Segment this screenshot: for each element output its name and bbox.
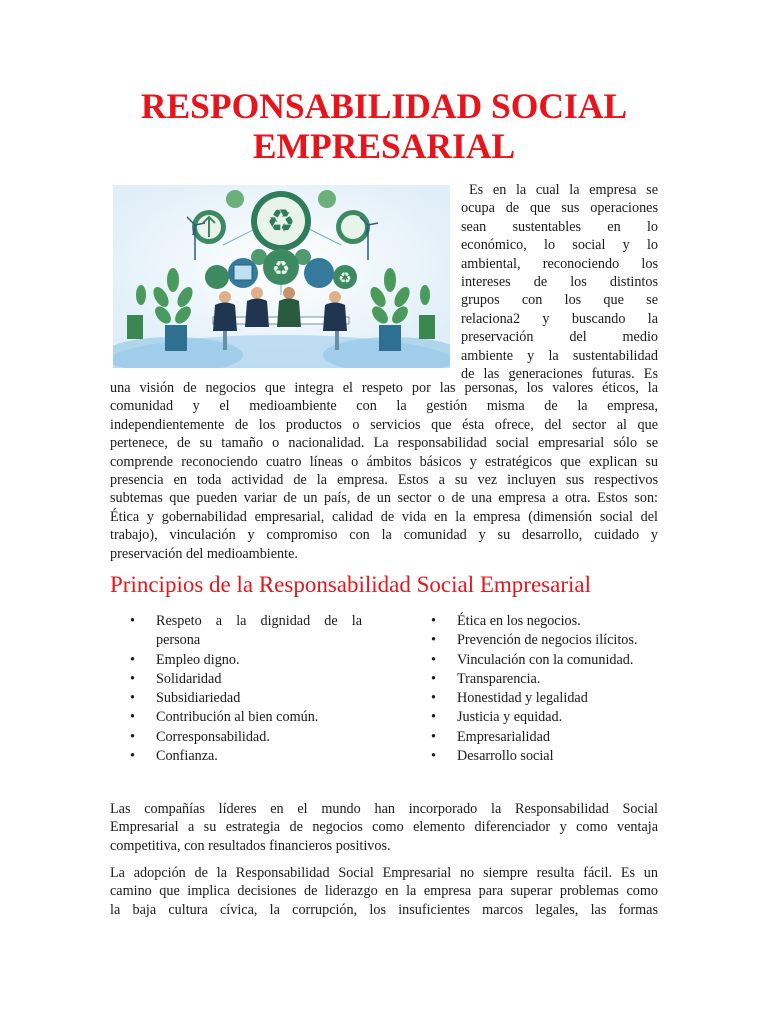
intro-line: grupos con los que se [461, 292, 658, 309]
list-item: • Solidaridad [130, 670, 362, 689]
intro-line: ambiente y la sustentabilidad [461, 347, 658, 364]
intro-line: comprende reconociendo cuatro líneas o ámbitos básicos y estratégicos que explican su [110, 453, 658, 470]
list-item: • Subsidiariedad [130, 689, 362, 708]
intro-line: pertenece, de su tamaño o nacionalidad. La responsabilidad social empresarial sólo se [110, 435, 658, 452]
csr-illustration [113, 185, 450, 368]
intro-line: económico, lo social y lo [461, 237, 658, 254]
paragraph-line: la baja cultura cívica, la corrupción, los insuficientes marcos legales, las formas [110, 901, 658, 918]
intro-line: una visión de negocios que integra el respeto por las personas, los valores éticos, la [110, 380, 658, 396]
list-item: • Prevención de negocios ilícitos. [431, 631, 671, 650]
intro-paragraph-full [110, 379, 658, 563]
paragraph-line: Empresarial a su estrategia de negocios como elemento diferenciador y como ventaja [110, 819, 658, 836]
list-item: • Honestidad y legalidad [431, 689, 671, 708]
list-item-line: • Respeto a la dignidad de la [156, 613, 362, 629]
intro-line: subtemas que pueden variar de un país, de un sector o de una empresa a otra. Estos son: [110, 490, 658, 507]
intro-line: independientemente de los productos o servicios que ésta ofrece, del sector al que [110, 416, 658, 433]
principles-list-left [130, 612, 362, 766]
list-item-line: persona [156, 632, 201, 649]
intro-line: relaciona2 y buscando la [461, 310, 658, 327]
list-item: • Transparencia. [431, 670, 671, 689]
intro-line: de las generaciones futuras. Es [461, 366, 658, 383]
intro-line: ambiental, reconociendo los [461, 255, 658, 272]
list-item: • Desarrollo social [431, 747, 671, 766]
list-item: • Empleo digno. [130, 651, 362, 670]
title-line-1: RESPONSABILIDAD SOCIAL [140, 86, 628, 126]
svg-text:♻: ♻ [272, 256, 290, 280]
intro-line: preservación del medioambiente. [110, 545, 298, 562]
list-item: • Empresarialidad [431, 728, 671, 747]
list-item: • Justicia y equidad. [431, 708, 671, 727]
intro-line: presencia en toda actividad de la empresa. Estos a su vez incluyen sus respectivos [110, 472, 658, 489]
page-title [100, 86, 668, 166]
list-item: • Ética en los negocios. [431, 612, 671, 631]
intro-line: comunidad y el medioambiente con la gestión misma de la empresa, [110, 398, 658, 415]
paragraph-companies [110, 800, 658, 855]
paragraph-line: camino que implica decisiones de liderazgo en la empresa para superar problemas como [110, 883, 658, 900]
intro-line: Ética y gobernabilidad empresarial, calidad de vida en la empresa (dimensión social del [110, 508, 658, 525]
list-item: • Contribución al bien común. [130, 708, 362, 727]
principles-heading: Principios de la Responsabilidad Social Empresarial [110, 572, 591, 597]
intro-line: preservación del medio [461, 329, 658, 346]
title-line-2: EMPRESARIAL [252, 126, 516, 166]
paragraph-line: competitiva, con resultados financieros positivos. [110, 837, 391, 854]
svg-text:♻: ♻ [266, 202, 296, 240]
intro-line: trabajo), vinculación y compromiso con la comunidad y su desarrollo, cuidado y [110, 527, 658, 544]
principles-list-right [431, 612, 671, 766]
intro-line: Es en la cual la empresa se [469, 182, 658, 198]
list-item: • Corresponsabilidad. [130, 728, 362, 747]
intro-line: sean sustentables en lo [461, 218, 658, 235]
intro-paragraph-right [461, 181, 658, 383]
paragraph-line: La adopción de la Responsabilidad Social Empresarial no siempre resulta fácil. Es un [110, 865, 658, 881]
paragraph-line: Las compañías líderes en el mundo han incorporado la Responsabilidad Social [110, 801, 658, 817]
intro-line: ocupa de que sus operaciones [461, 200, 658, 217]
list-item [130, 612, 362, 651]
recycle-icon [251, 191, 311, 251]
svg-text:♻: ♻ [338, 269, 352, 287]
intro-line: intereses de los distintos [461, 274, 658, 291]
paragraph-adoption [110, 864, 658, 919]
list-item: • Confianza. [130, 747, 362, 766]
list-item: • Vinculación con la comunidad. [431, 651, 671, 670]
